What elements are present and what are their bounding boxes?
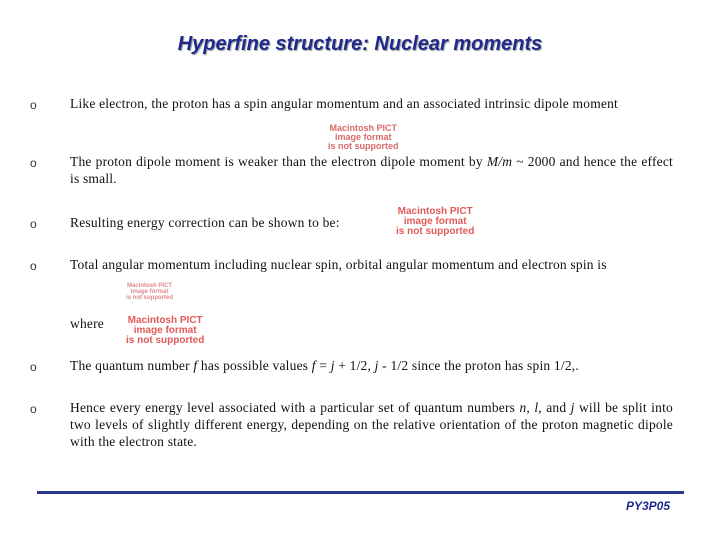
bullet-text-6: Hence every energy level associated with a particular set of quantum numbers n, l, and j will be split into two levels of slightly different energy, depending on the relative orientation of the proton magnetic dipole with the electron state.	[70, 400, 673, 449]
bullet-marker: o	[30, 98, 37, 112]
bullet-marker: o	[30, 217, 37, 231]
unsupported-image-placeholder: Macintosh PICT image format is not supported	[328, 123, 399, 151]
bullet-marker: o	[30, 360, 37, 374]
bullet-text-3: Resulting energy correction can be shown to be:	[70, 215, 340, 230]
unsupported-image-placeholder: Macintosh PICT image format is not supported	[396, 206, 475, 237]
unsupported-image-placeholder: Macintosh PICT image format is not supported	[126, 283, 173, 301]
bullet-text-2: The proton dipole moment is weaker than the electron dipole moment by M/m ~ 2000 and hence the effect is small.	[70, 154, 673, 186]
where-label: where	[70, 316, 104, 331]
slide-title: Hyperfine structure: Nuclear moments	[177, 33, 543, 55]
bullet-marker: o	[30, 402, 37, 416]
bullet-marker: o	[30, 156, 37, 170]
bullet-marker: o	[30, 259, 37, 273]
footer-course-code: PY3P05	[625, 499, 670, 513]
bullet-text-5: The quantum number f has possible values f = j + 1/2, j - 1/2 since the proton has spin 1/2,.	[70, 358, 579, 373]
bullet-text-1: Like electron, the proton has a spin angular momentum and an associated intrinsic dipole moment	[70, 96, 618, 111]
footer-divider	[37, 491, 684, 494]
unsupported-image-placeholder: Macintosh PICT image format is not supported	[126, 315, 205, 346]
bullet-text-4: Total angular momentum including nuclear spin, orbital angular momentum and electron spin is	[70, 257, 607, 272]
